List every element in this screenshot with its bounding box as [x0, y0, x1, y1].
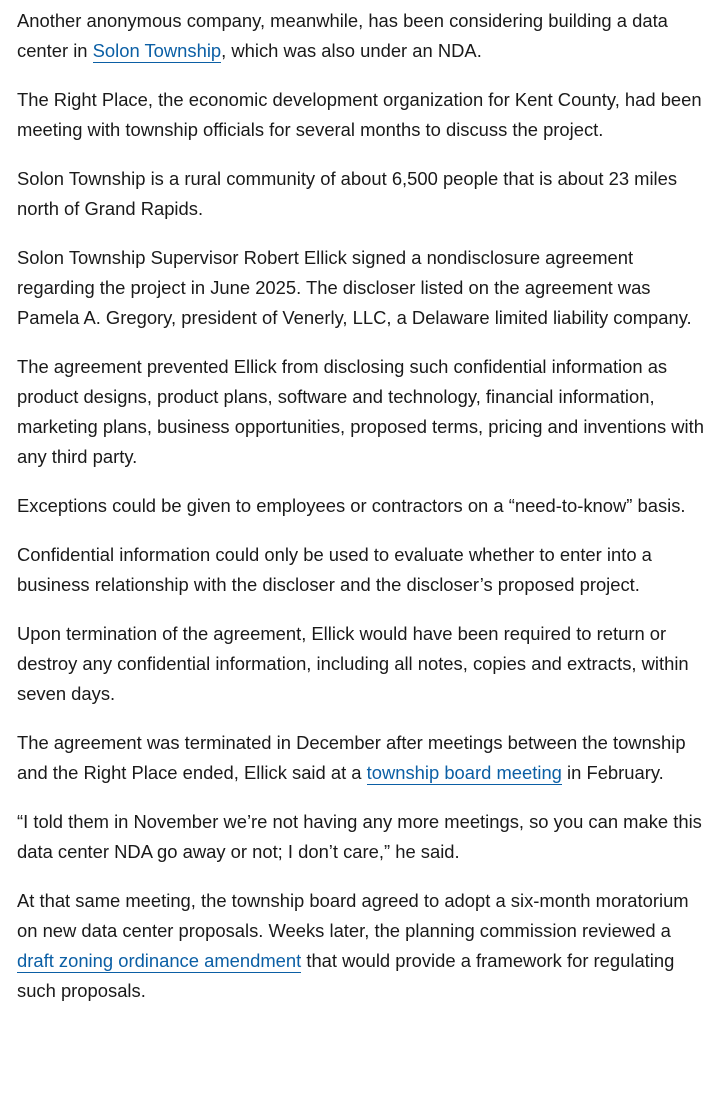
paragraph-text: Solon Township is a rural community of about 6,500 people that is about 23 miles north of Grand Rapids.: [17, 168, 678, 219]
article-paragraph: [17, 243, 706, 333]
paragraph-text: Upon termination of the agreement, Ellick would have been required to return or destroy any confidential information, including all notes, copies and extracts, within seven days.: [17, 623, 689, 704]
paragraph-text: The Right Place, the economic development organization for Kent County, had been meeting with township officials for several months to discuss the project.: [17, 89, 702, 140]
article-paragraph: [17, 85, 706, 145]
article-paragraph: [17, 886, 706, 1006]
paragraph-text: , which was also under an NDA.: [221, 40, 482, 61]
article-paragraph: [17, 352, 706, 472]
inline-link[interactable]: Solon Township: [92, 40, 222, 61]
paragraph-text: Exceptions could be given to employees or contractors on a “need-to-know” basis.: [17, 495, 686, 516]
paragraph-text: The agreement prevented Ellick from disclosing such confidential information as product designs, product plans, software and technology, financial information, marketing plans, business opportunities, proposed terms, pricing and inventions with any third party.: [17, 356, 704, 467]
paragraph-text: Confidential information could only be used to evaluate whether to enter into a business relationship with the discloser and the discloser’s proposed project.: [17, 544, 652, 595]
paragraph-text: “I told them in November we’re not having any more meetings, so you can make this data center NDA go away or not; I don’t care,” he said.: [17, 811, 702, 862]
inline-link[interactable]: draft zoning ordinance amendment: [17, 950, 302, 971]
article-paragraph: [17, 491, 706, 521]
paragraph-text: Another anonymous company, meanwhile, has been considering building a data center in: [17, 10, 668, 61]
article-paragraph: [17, 6, 706, 66]
article-paragraph: [17, 807, 706, 867]
inline-link[interactable]: township board meeting: [366, 762, 562, 783]
article-paragraph: [17, 728, 706, 788]
paragraph-text: that would provide a framework for regulating such proposals.: [17, 950, 675, 1001]
paragraph-text: in February.: [561, 762, 664, 783]
article-paragraph: [17, 540, 706, 600]
paragraph-text: The agreement was terminated in December after meetings between the township and the Right Place ended, Ellick said at a: [17, 732, 686, 783]
paragraph-text: Solon Township Supervisor Robert Ellick signed a nondisclosure agreement regarding the project in June 2025. The discloser listed on the agreement was Pamela A. Gregory, president of Venerly, LLC, a Delaware limited liability company.: [17, 247, 692, 328]
paragraph-text: At that same meeting, the township board agreed to adopt a six-month moratorium on new data center proposals. Weeks later, the planning commission reviewed a: [17, 890, 689, 941]
article-paragraph: [17, 164, 706, 224]
article-paragraph: [17, 619, 706, 709]
